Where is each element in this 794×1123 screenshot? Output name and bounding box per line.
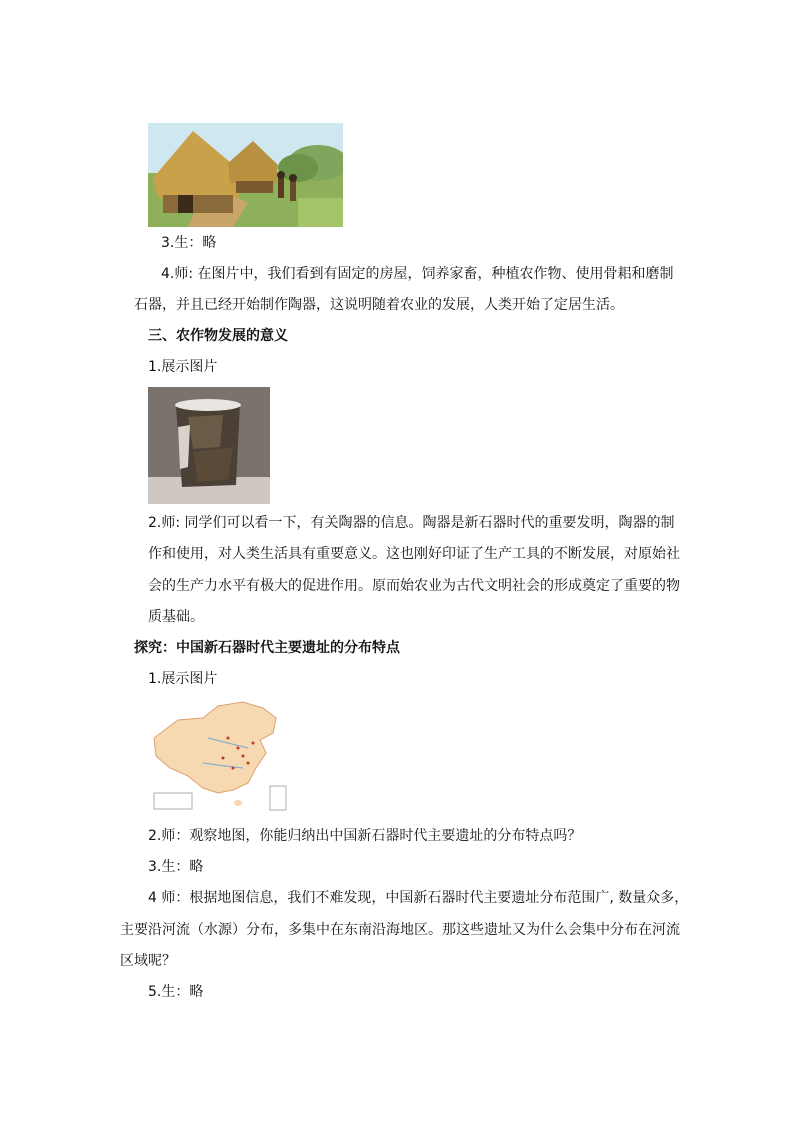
line-2: 4.师: 在图片中，我们看到有固定的房屋，饲养家畜，种植农作物、使用骨耜和磨制: [161, 266, 674, 282]
line-5: 2.师: 同学们可以看一下，有关陶器的信息。陶器是新石器时代的重要发明，陶器的制: [148, 515, 675, 531]
pottery-photo: [148, 387, 270, 504]
line-12: 4 师：根据地图信息，我们不难发现，中国新石器时代主要遗址分布范围广, 数量众多，: [148, 890, 689, 906]
village-illustration: [148, 123, 343, 227]
line-14: 区域呢？: [120, 953, 176, 969]
line-6: 作和使用，对人类生活具有重要意义。这也刚好印证了生产工具的不断发展，对原始社: [148, 546, 680, 562]
line-1: 3.生：略: [161, 235, 217, 251]
line-13: 主要沿河流（水源）分布，多集中在东南沿海地区。那这些遗址又为什么会集中分布在河流: [120, 922, 680, 938]
line-8: 质基础。: [148, 609, 204, 625]
line-15: 5.生：略: [148, 984, 204, 1000]
line-9: 1.展示图片: [148, 671, 218, 687]
line-7: 会的生产力水平有极大的促进作用。原而始农业为古代文明社会的形成奠定了重要的物: [148, 578, 680, 594]
line-4: 1.展示图片: [148, 359, 218, 375]
line-10: 2.师：观察地图，你能归纳出中国新石器时代主要遗址的分布特点吗？: [148, 828, 582, 844]
china-map: [148, 698, 291, 814]
line-3: 石器，并且已经开始制作陶器，这说明随着农业的发展，人类开始了定居生活。: [134, 297, 624, 313]
section-heading-3: 三、农作物发展的意义: [148, 328, 288, 344]
line-11: 3.生：略: [148, 859, 204, 875]
section-heading-explore: 探究：中国新石器时代主要遗址的分布特点: [134, 640, 400, 656]
